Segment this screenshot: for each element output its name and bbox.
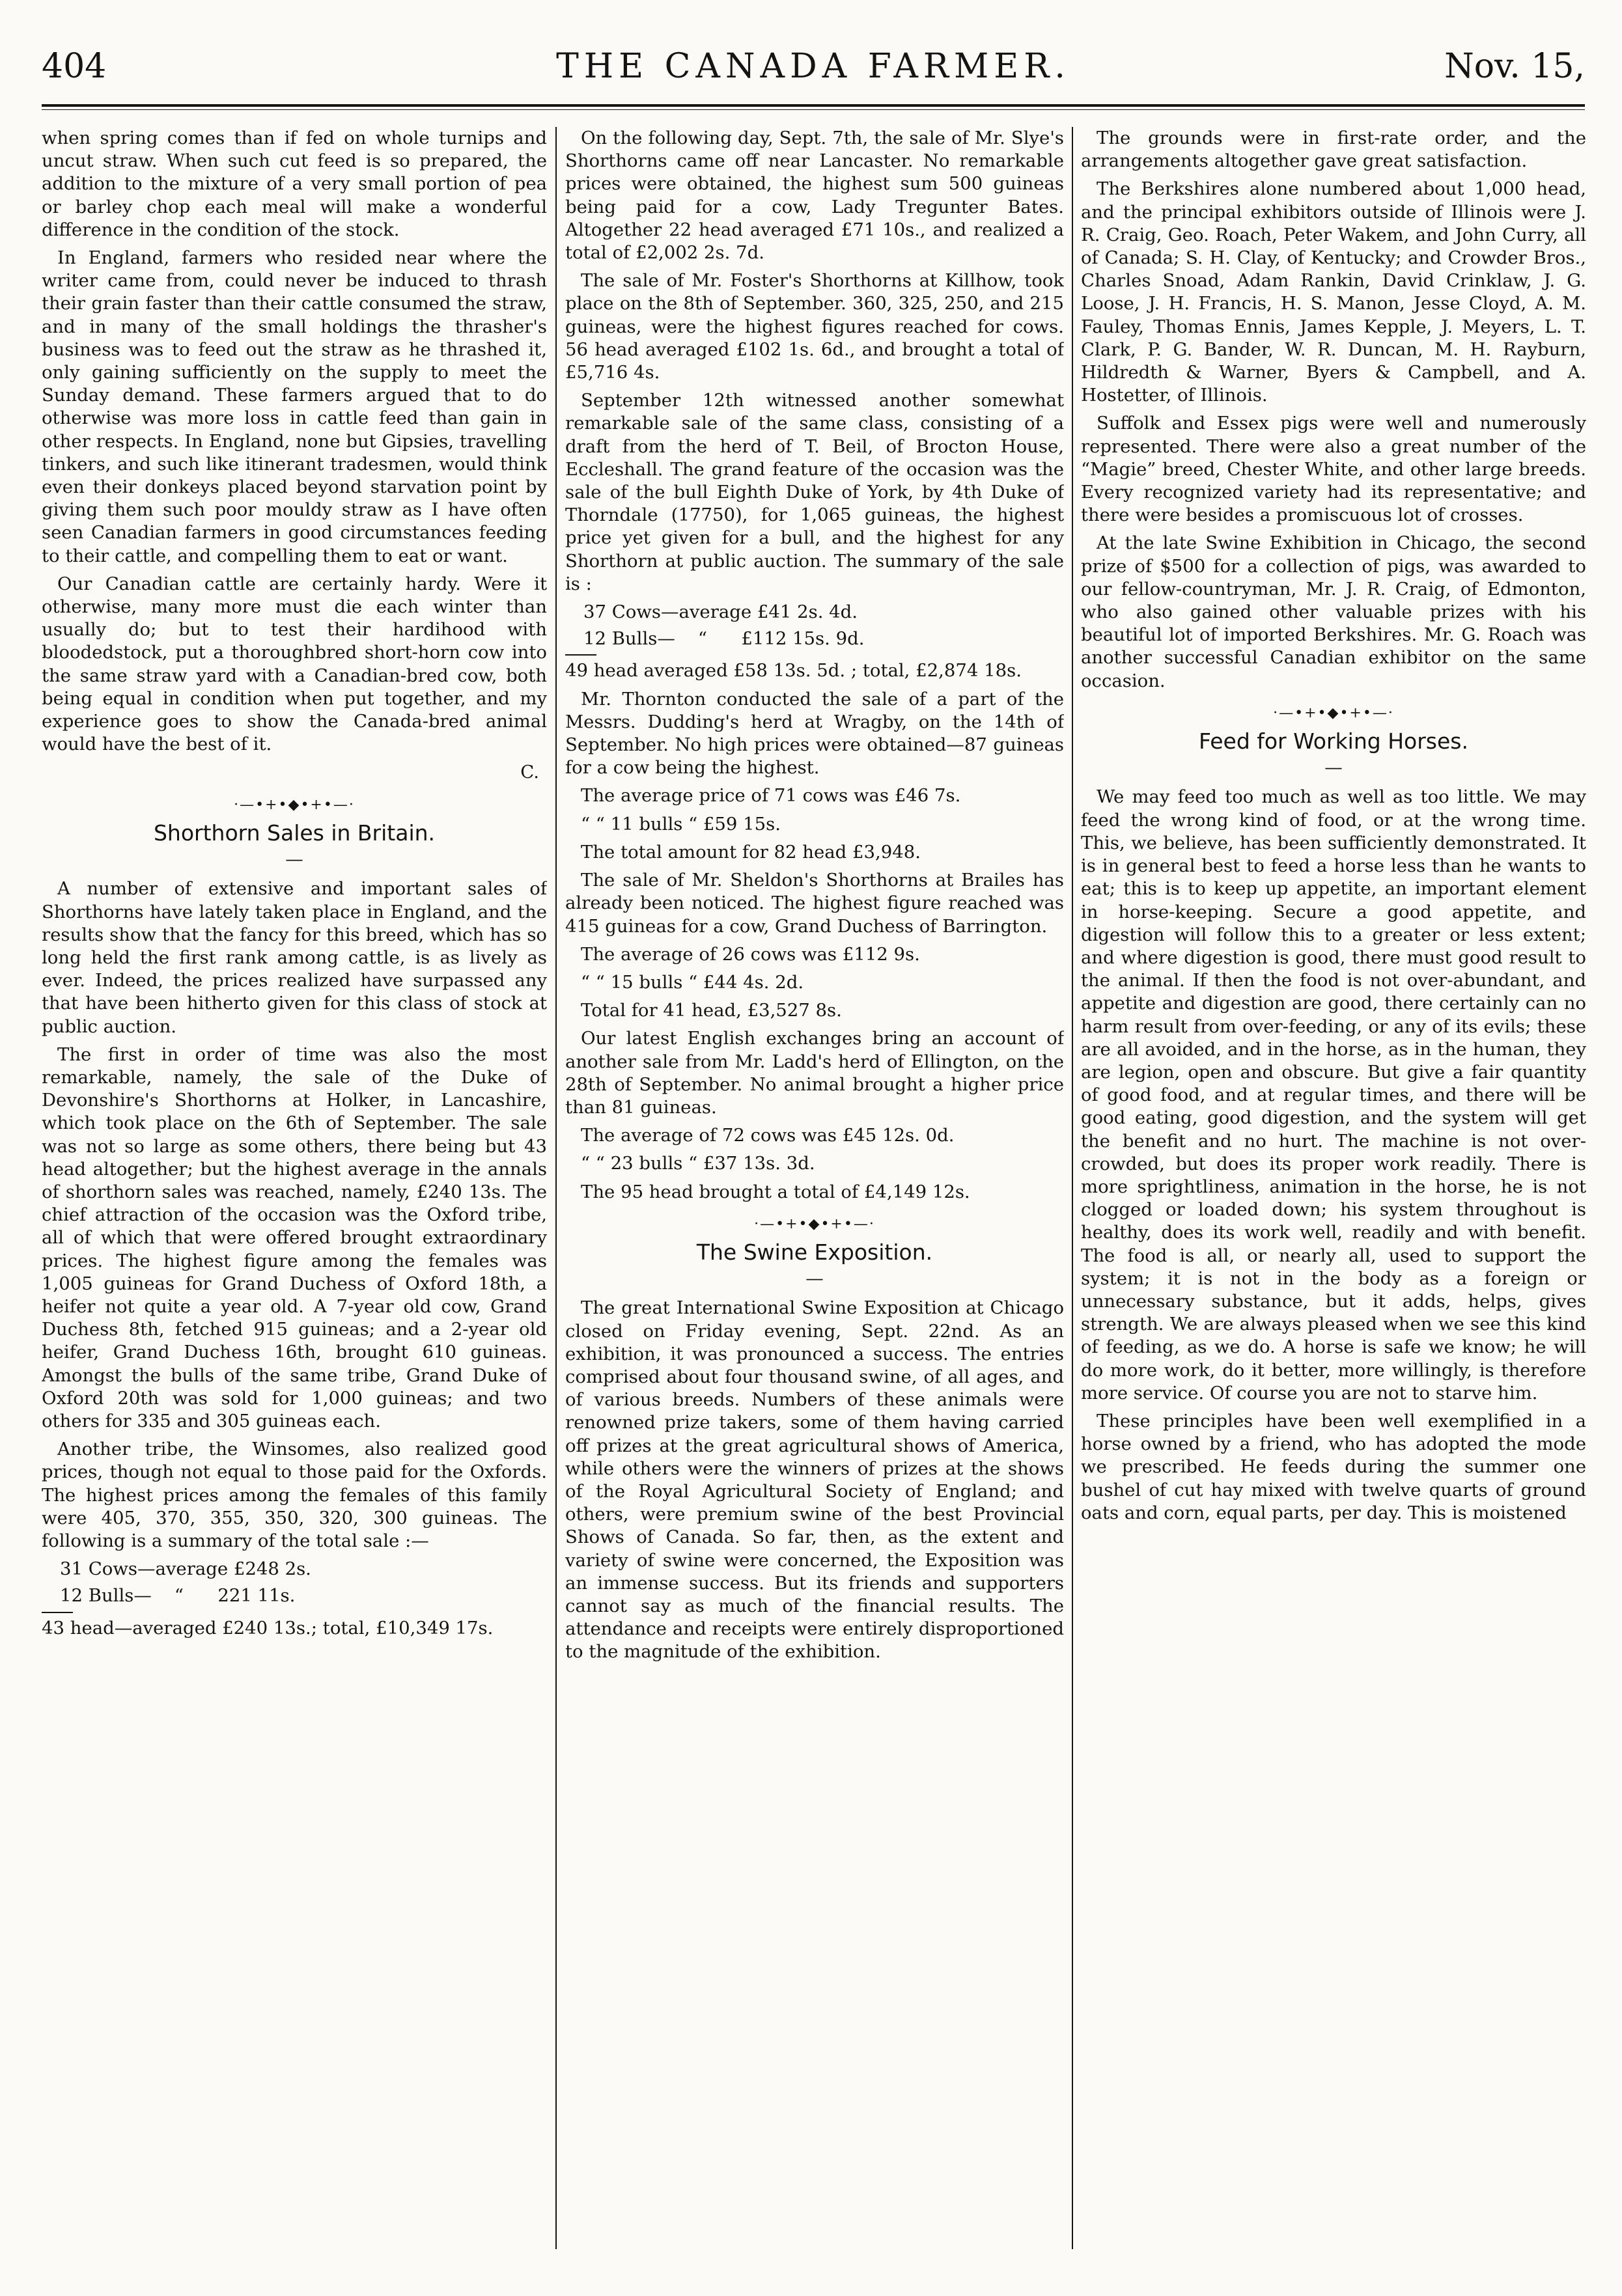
paragraph: Another tribe, the Winsomes, also realized good prices, though not equal to those paid for the Oxfords. The highest prices among the females of this family were 405, 370, 355, 350, 320, 300 guineas. The following is a summary of the total sale :— [42,1439,547,1551]
summary-rule [565,654,596,656]
summary-total: 43 head—averaged £240 13s.; total, £10,349 17s. [42,1617,494,1639]
column-1 [42,127,547,2256]
paragraph: The grounds were in first-rate order, and the arrangements altogether gave great satisfaction. [1081,128,1586,172]
paragraph: The 95 head brought a total of £4,149 12s. [581,1181,970,1202]
paragraph: The average price of 71 cows was £46 7s. [581,785,961,807]
journal-title: THE CANADA FARMER. [556,47,1070,86]
paragraph: Suffolk and Essex pigs were well and numerously represented. There were also a great number of the “Magie” breed, Chester White, and other large breeds. Every recognized variety had its representative; and there were besides a promiscuous lot of crosses. [1081,413,1586,526]
paragraph: In England, farmers who resided near where the writer came from, could never be induced to thrash their grain faster than their cattle consumed the straw, and in many of the small holdings the thrasher's business was to feed out the straw as he thrashed it, only gaining sufficiently on the supply to meet the Sunday demand. These farmers argued that to do otherwise was more loss in cattle feed than gain in other respects. In England, none but Gipsies, travelling tinkers, and such like itinerant tradesmen, would think even their donkeys placed beyond starvation point by giving them such poor mouldy straw as I have often seen Canadian farmers in good circumstances feeding to their cattle, and compelling them to eat or want. [42,247,547,566]
paragraph: A number of extensive and important sales of Shorthorns have lately taken place in England, and the results show that the fancy for this breed, which has so long held the first rank among cattle, is as lively as ever. Indeed, the prices realized have surpassed any that have been hitherto given for this class of stock at public auction. [42,878,547,1037]
section-ornament: ·—•+•◆•+•—· [1273,704,1394,721]
column-2 [565,127,1064,2256]
paragraph: The first in order of time was also the most remarkable, namely, the sale of the Duke of Devonshire's Shorthorns at Holker, in Lancashire, which took place on the 6th of September. The sale was not so large as some others, there being but 43 head altogether; but the highest average in the annals of shorthorn sales was reached, namely, £240 13s. The chief attraction of the occasion was the Oxford tribe, all of which that were offered brought extraordinary prices. The highest figure among the females was 1,005 guineas for Grand Duchess of Oxford 18th, a heifer not quite a year old. A 7-year old cow, Grand Duchess 8th, fetched 915 guineas; and a 2-year old heifer, Grand Duchess 16th, brought 610 guineas. Amongst the bulls of the same tribe, Grand Duke of Oxford 20th was sold for 1,000 guineas; and two others for 335 and 305 guineas each. [42,1044,547,1432]
paragraph: when spring comes than if fed on whole turnips and uncut straw. When such cut feed is so prepared, the addition to the mixture of a very small portion of pea or barley chop each meal will make a wonderful difference in the condition of the stock. [42,128,547,240]
header-rule [42,104,1585,107]
article-title: Shorthorn Sales in Britain. [153,820,436,846]
title-dash: — [285,849,303,870]
author-signature: C. [520,762,539,783]
title-dash: — [805,1268,824,1290]
paragraph: The sale of Mr. Sheldon's Shorthorns at Brailes has already been noticed. The highest figure reached was 415 guineas for a cow, Grand Duchess of Barrington. [565,870,1064,937]
paragraph: The total amount for 82 head £3,948. [581,841,921,863]
section-ornament: ·—•+•◆•+•—· [754,1215,875,1232]
header-rule-thin [42,109,1585,110]
paragraph: On the following day, Sept. 7th, the sale of Mr. Slye's Shorthorns came off near Lancaster. No remarkable prices were obtained, the highest sum 500 guineas being paid for a cow, Lady Tregunter Bates. Altogether 22 head averaged £71 10s., and realized a total of £2,002 2s. 7d. [565,128,1064,264]
column-divider [555,127,557,2249]
paragraph: Total for 41 head, £3,527 8s. [581,1000,842,1021]
page-number: 404 [42,47,107,86]
paragraph: “ “ 11 bulls “ £59 15s. [581,813,781,835]
paragraph: Our Canadian cattle are certainly hardy. Were it otherwise, many more must die each winter than usually do; but to test their hardihood with bloodedstock, put a thoroughbred short-horn cow into the same straw yard with a Canadian-bred cow, both being equal in condition when put together, and my experience goes to show the Canada-bred animal would have the best of it. [42,573,547,755]
paragraph: The sale of Mr. Foster's Shorthorns at Killhow, took place on the 8th of September. 360, 325, 250, and 215 guineas, were the highest figures reached for cows. 56 head averaged £102 1s. 6d., and brought a total of £5,716 4s. [565,270,1064,383]
column-divider [1072,127,1073,2249]
summary-row: 37 Cows—average £41 2s. 4d. [583,602,858,623]
paragraph: The average of 72 cows was £45 12s. 0d. [581,1125,955,1146]
summary-total: 49 head averaged £58 13s. 5d. ; total, £2,874 18s. [565,660,1022,682]
paragraph: “ “ 23 bulls “ £37 13s. 3d. [581,1153,815,1174]
summary-rule [42,1612,73,1613]
paragraph: Our latest English exchanges bring an account of another sale from Mr. Ladd's herd of Ellington, on the 28th of September. No animal brought a higher price than 81 guineas. [565,1028,1064,1118]
paragraph: The Berkshires alone numbered about 1,000 head, and the principal exhibitors outside of Illinois were J. R. Craig, Geo. Roach, Peter Wakem, and John Curry, all of Canada; S. H. Clay, of Kentucky; and Crowder Bros., Charles Snoad, Adam Rankin, David Crinklaw, J. G. Loose, J. H. Francis, H. S. Manon, Jesse Cloyd, A. M. Fauley, Thomas Ennis, James Kepple, J. Meyers, L. T. Clark, P. G. Bander, W. R. Duncan, M. H. Rayburn, Hildredth & Warner, Byers & Campbell, and A. Hostetter, of Illinois. [1081,178,1586,406]
page-header [42,47,1585,99]
article-title: Feed for Working Horses. [1199,728,1468,754]
summary-row: 12 Bulls— “ 221 11s. [60,1585,296,1607]
section-ornament: ·—•+•◆•+•—· [234,796,355,813]
paragraph: The average of 26 cows was £112 9s. [581,943,920,965]
issue-date: Nov. 15, [1444,47,1585,86]
paragraph: Mr. Thornton conducted the sale of a part of the Messrs. Dudding's herd at Wragby, on the 14th of September. No high prices were obtained—87 guineas for a cow being the highest. [565,688,1064,779]
column-3 [1081,127,1586,2256]
paragraph: September 12th witnessed another somewhat remarkable sale of the same class, consisting of a draft from the herd of T. Beil, of Brocton House, Eccleshall. The grand feature of the occasion was the sale of the bull Eighth Duke of York, by 4th Duke of Thorndale (17750), for 1,065 guineas, the highest price yet given for a bull, and the highest for any Shorthorn at public auction. The summary of the sale is : [565,390,1064,594]
summary-row: 31 Cows—average £248 2s. [60,1558,311,1580]
summary-row: 12 Bulls— “ £112 15s. 9d. [583,628,865,650]
paragraph: These principles have been well exemplified in a horse owned by a friend, who has adopted the mode we prescribed. He feeds during the summer one bushel of cut hay mixed with twelve quarts of ground oats and corn, equal parts, per day. This is moistened [1081,1410,1586,1523]
paragraph: The great International Swine Exposition at Chicago closed on Friday evening, Sept. 22nd. As an exhibition, it was pronounced a success. The entries comprised about four thousand swine, of all ages, and of various breeds. Numbers of these animals were renowned prize takers, some of them having carried off prizes at the great agricultural shows of America, while others were the winners of prizes at the shows of the Royal Agricultural Society of England; and others, were premium swine of the best Provincial Shows of Canada. So far, then, as the extent and variety of swine were concerned, the Exposition was an immense success. But its friends and supporters cannot say as much of the financial results. The attendance and receipts were entirely disproportioned to the magnitude of the exhibition. [565,1297,1064,1663]
paragraph: “ “ 15 bulls “ £44 4s. 2d. [581,971,804,993]
paragraph: At the late Swine Exhibition in Chicago, the second prize of $500 for a collection of pigs, was awarded to our fellow-countryman, Mr. J. R. Craig, of Edmonton, who also gained other valuable prizes with his beautiful lot of imported Berkshires. Mr. G. Roach was another successful Canadian exhibitor on the same occasion. [1081,533,1586,691]
title-dash: — [1324,757,1343,779]
paragraph: We may feed too much as well as too little. We may feed the wrong kind of food, or at the wrong time. This, we believe, has been sufficiently demonstrated. It is in general best to feed a horse less than he wants to eat; this is to keep up appetite, an important element in horse-keeping. Secure a good appetite, and digestion will follow this to a greater or less extent; and where digestion is good, there must good result to the animal. If then the food is not over-abundant, and appetite and digestion are good, there certainly can no harm result from over-feeding, or any of its evils; these are all avoided, and in the horse, as in the human, they are legion, open and obscure. But give a fair quantity of good food, and at regular times, and there will be good eating, good digestion, and the system will get the benefit and no hurt. The machine is not over-crowded, but does its proper work readily. There is more sprightliness, animation in the horse, he is not clogged or loaded down; his system throughout is healthy, does its work well, readily and with benefit. The food is all, or nearly all, used to support the system; it is not in the body as a foreign or unnecessary substance, but it adds, helps, gives strength. We are always pleased when we see this kind of feeding, as we do. A horse is safe we know; he will do more work, do it better, more willingly, is therefore more service. Of course you are not to starve him. [1081,786,1586,1404]
article-title: The Swine Exposition. [696,1239,933,1265]
